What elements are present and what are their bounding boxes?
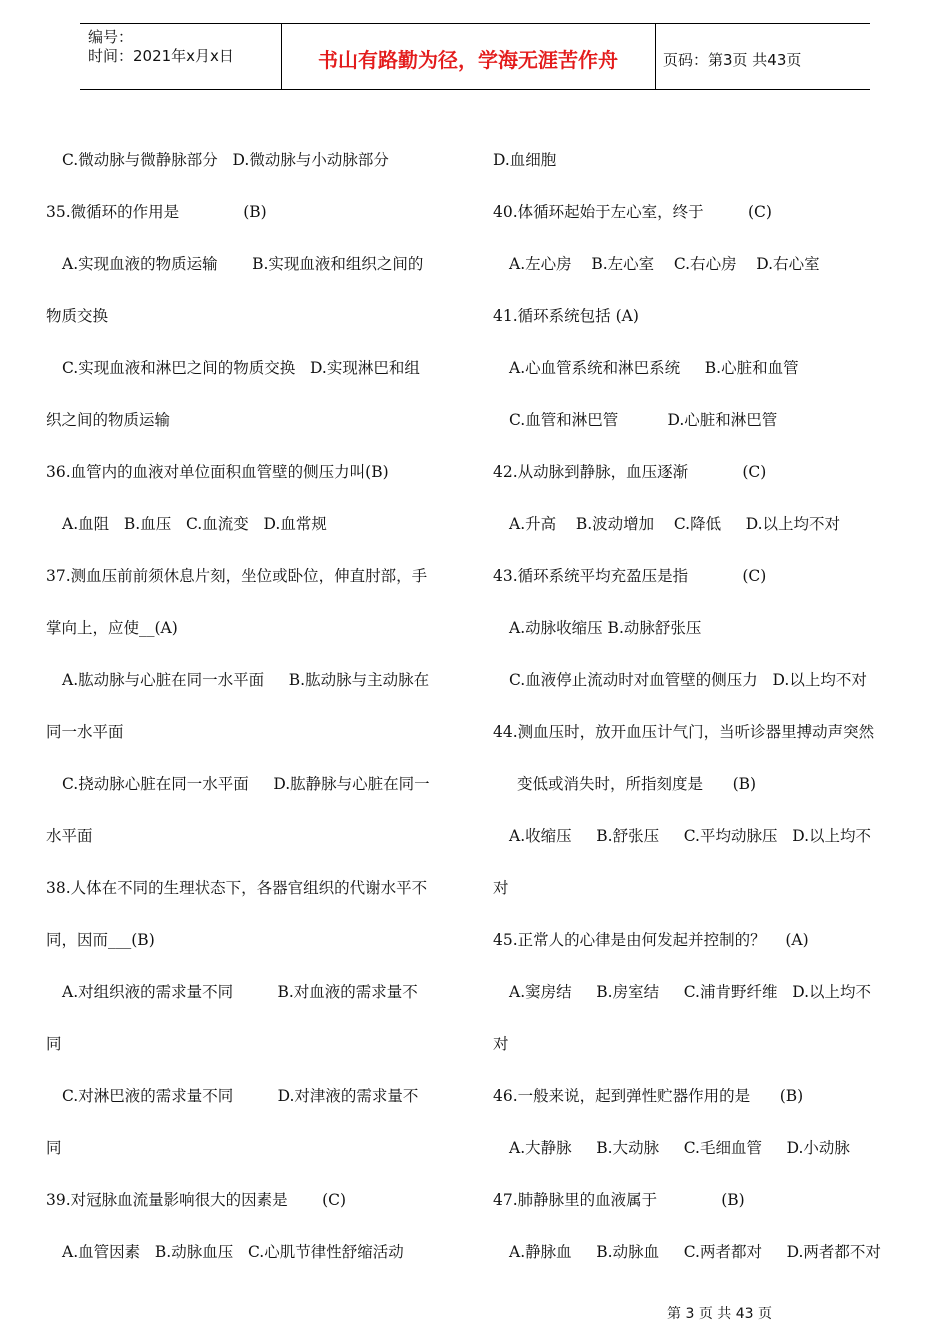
left-line-4: 物质交换: [46, 307, 109, 325]
right-line-1: D.血细胞: [493, 151, 557, 169]
header-bottom-rule: [80, 89, 870, 90]
right-line-14: A.收缩压 B.舒张压 C.平均动脉压 D.以上均不: [509, 827, 872, 845]
right-line-7: 42.从动脉到静脉，血压逐渐 (C): [493, 463, 767, 481]
left-line-9: 37.测血压前前须休息片刻，坐位或卧位，伸直肘部，手: [46, 567, 428, 585]
left-line-1: C.微动脉与微静脉部分 D.微动脉与小动脉部分: [62, 151, 389, 169]
header-divider-2: [655, 24, 656, 90]
left-line-19: C.对淋巴液的需求量不同 D.对津液的需求量不: [62, 1087, 419, 1105]
right-line-21: 47.肺静脉里的血液属于 (B): [493, 1191, 745, 1209]
left-line-8: A.血阻 B.血压 C.血流变 D.血常规: [62, 515, 327, 533]
left-line-15: 38.人体在不同的生理状态下，各器官组织的代谢水平不: [46, 879, 428, 897]
right-line-12: 44.测血压时，放开血压计气门，当听诊器里搏动声突然: [493, 723, 875, 741]
date-label: 时间：2021年x月x日: [88, 47, 234, 65]
right-line-3: A.左心房 B.左心室 C.右心房 D.右心室: [509, 255, 820, 273]
left-line-10: 掌向上，应使__(A): [46, 619, 178, 637]
left-line-16: 同，因而___(B): [46, 931, 155, 949]
left-line-22: A.血管因素 B.动脉血压 C.心肌节律性舒缩活动: [62, 1243, 404, 1261]
header-motto: 书山有路勤为径，学海无涯苦作舟: [318, 48, 618, 72]
page-footer: 第 3 页 共 43 页: [667, 1306, 772, 1322]
right-line-2: 40.体循环起始于左心室，终于 (C): [493, 203, 772, 221]
page-label: 页码：第3页 共43页: [663, 51, 802, 69]
serial-label: 编号：: [88, 28, 134, 46]
right-line-9: 43.循环系统平均充盈压是指 (C): [493, 567, 767, 585]
right-line-15: 对: [493, 879, 509, 897]
left-line-14: 水平面: [46, 827, 93, 845]
right-line-4: 41.循环系统包括 (A): [493, 307, 639, 325]
right-line-13: 变低或消失时，所指刻度是 (B): [517, 775, 757, 793]
right-line-6: C.血管和淋巴管 D.心脏和淋巴管: [509, 411, 778, 429]
right-line-18: 对: [493, 1035, 509, 1053]
left-line-13: C.挠动脉心脏在同一水平面 D.肱静脉与心脏在同一: [62, 775, 430, 793]
left-line-21: 39.对冠脉血流量影响很大的因素是 (C): [46, 1191, 347, 1209]
right-line-17: A.窦房结 B.房室结 C.浦肯野纤维 D.以上均不: [509, 983, 872, 1001]
left-line-20: 同: [46, 1139, 62, 1157]
right-line-10: A.动脉收缩压 B.动脉舒张压: [509, 619, 702, 637]
right-line-16: 45.正常人的心律是由何发起并控制的？ (A): [493, 931, 809, 949]
left-line-5: C.实现血液和淋巴之间的物质交换 D.实现淋巴和组: [62, 359, 420, 377]
left-line-11: A.肱动脉与心脏在同一水平面 B.肱动脉与主动脉在: [62, 671, 430, 689]
right-line-5: A.心血管系统和淋巴系统 B.心脏和血管: [509, 359, 799, 377]
left-line-7: 36.血管内的血液对单位面积血管壁的侧压力叫(B): [46, 463, 389, 481]
left-line-12: 同一水平面: [46, 723, 124, 741]
left-line-2: 35.微循环的作用是 (B): [46, 203, 267, 221]
right-line-20: A.大静脉 B.大动脉 C.毛细血管 D.小动脉: [509, 1139, 850, 1157]
left-line-3: A.实现血液的物质运输 B.实现血液和组织之间的: [62, 255, 424, 273]
right-line-8: A.升高 B.波动增加 C.降低 D.以上均不对: [509, 515, 841, 533]
left-line-6: 织之间的物质运输: [46, 411, 171, 429]
right-line-11: C.血液停止流动时对血管壁的侧压力 D.以上均不对: [509, 671, 867, 689]
right-line-22: A.静脉血 B.动脉血 C.两者都对 D.两者都不对: [509, 1243, 881, 1261]
right-line-19: 46.一般来说，起到弹性贮器作用的是 (B): [493, 1087, 804, 1105]
left-line-18: 同: [46, 1035, 62, 1053]
header-top-rule: [80, 23, 870, 24]
left-line-17: A.对组织液的需求量不同 B.对血液的需求量不: [62, 983, 418, 1001]
